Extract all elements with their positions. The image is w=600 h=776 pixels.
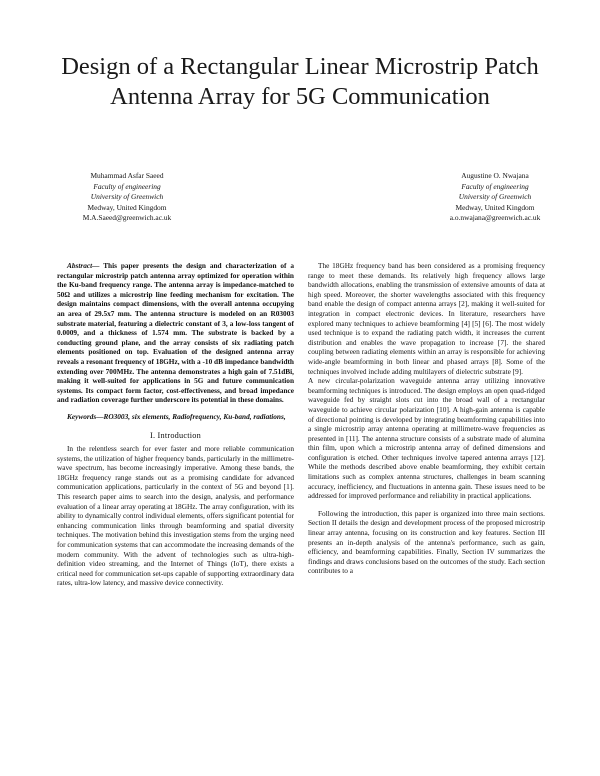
left-column xyxy=(57,261,294,588)
author-city: Medway, United Kingdom xyxy=(455,202,535,212)
author-email: a.o.nwajana@greenwich.ac.uk xyxy=(449,213,541,223)
author-department: Faculty of engineering xyxy=(93,181,161,191)
author-name: Muhammad Asfar Saeed xyxy=(90,171,164,180)
right-column xyxy=(308,261,545,576)
author-block-1 xyxy=(52,171,202,224)
keywords: Keywords—RO3003, six elements, Radiofrequency, Ku-band, radiations, xyxy=(67,411,286,421)
paper-title: Design of a Rectangular Linear Microstrip Patch Antenna Array for 5G Communication xyxy=(61,53,539,110)
abstract xyxy=(57,261,294,405)
author-email: M.A.Saeed@greenwich.ac.uk xyxy=(82,213,172,223)
author-block-2 xyxy=(420,171,570,224)
author-university: University of Greenwich xyxy=(90,192,164,202)
intro-paragraph-4: Following the introduction, this paper is organized into three main sections. Section II details the design and development process of the proposed microstrip linear array antenna, focusing on its construction and key features. Section III presents an in-depth analysis of the antenna's performance, such as gain, efficiency, and beamforming capabilities. Finally, Section IV summarizes the findings and draws conclusions based on the outcomes of the study. Each section contributes to a xyxy=(308,508,545,576)
intro-paragraph-2: The 18GHz frequency band has been considered as a promising frequency range to meet these demands. Its relatively high frequency allows large bandwidth allocations, enabling the transmission of extensive amounts of data at high speed. Moreover, the shorter wavelengths associated with this frequency band enable the design of compact antenna arrays [2], making it well-suited for integration in compact electronic devices. In literature, researchers have explored many techniques to achieve beamforming [4] [5] [6]. The most widely used technique is to expand the radiating patch width, it increases the current distribution and enables the wave propagation to increase [7]. the shared coupling between radiating elements within an array is responsible for achieving wide-angle beamforming in both linear and phased arrays [8]. Some of the techniques involved include adding multilayers of dielectric substrate [9]. xyxy=(308,261,545,376)
abstract-label: Abstract— xyxy=(67,261,100,270)
author-name: Augustine O. Nwajana xyxy=(461,171,529,180)
section-heading-introduction: I. Introduction xyxy=(150,430,201,440)
abstract-text: This paper presents the design and characterization of a rectangular microstrip patch antenna array optimized for operation within the Ku-band frequency range. The antenna array is impedance-matched to 50Ω and utilizes a microstrip line feeding mechanism for excitation. The design maintains compact dimensions, with the overall antenna occupying an area of 29.5x7 mm. The antenna structure is modeled on an R03003 substrate material, featuring a dielectric constant of 3, a low-loss tangent of 0.0009, and a thickness of 1.574 mm. The substrate is backed by a conducting ground plane, and the array consists of six radiating patch elements positioned on top. Evaluation of the designed antenna array reveals a resonant frequency of 18GHz, with a -10 dB impedance bandwidth extending over 700MHz. The antenna demonstrates a high gain of 7.51dBi, making it well-suited for applications in 5G and future communication systems. Its compact form factor, cost-effectiveness, and broad impedance and radiation coverage further underscore its potential in these domains. xyxy=(57,261,295,405)
author-city: Medway, United Kingdom xyxy=(87,202,167,212)
intro-paragraph-1: In the relentless search for ever faster and more reliable communication systems, the utilization of higher frequency bands, particularly in the millimetre-wave spectrum, has become increasingly imperative. Among these bands, the 18GHz frequency range stands out as a promising candidate for advanced communication applications, particularly in the context of 5G and beyond [1]. This research paper aims to search into the design, analysis, and performance evaluation of a linear array operating at 18GHz. The array configuration, with its ability to dynamically control individual elements, offers significant potential for enhancing communication links through beamforming and spatial diversity techniques. The motivation behind this investigation stems from the urging need for communication systems that can accommodate the increasing demands of the modern community. With the advent of technologies such as ultra-high-definition video streaming, and the Internet of Things (IoT), there exists a critical need for communication set-ups capable of supporting extraordinary data rates, ultra-low latency, and massive device connectivity. xyxy=(57,444,294,588)
intro-paragraph-3: A new circular-polarization waveguide antenna array utilizing innovative beamforming techniques is introduced. The design employs an open quad-ridged waveguide fed by straight slots cut into the broad wall of a rectangular waveguide to achieve circular polarization [10]. A high-gain antenna is capable of directional pointing is developed by integrating beamforming capabilities into a single microstrip array antenna operating at millimetre-wave frequencies as presented in [11]. The antenna structure consists of a substrate made of alumina thin film, upon which a microstrip antenna array of defined dimensions and configuration is etched. Other techniques involve tapered antenna arrays [12]. While the methods described above enable beamforming, they exhibit certain limitations such as complex antenna structures, challenges in beam scanning accuracy, inefficiency, and fluctuations in antenna gain. These issues need to be addressed for improved performance and reliability in practical applications. xyxy=(308,376,545,501)
author-department: Faculty of engineering xyxy=(461,181,529,191)
author-university: University of Greenwich xyxy=(458,192,532,202)
